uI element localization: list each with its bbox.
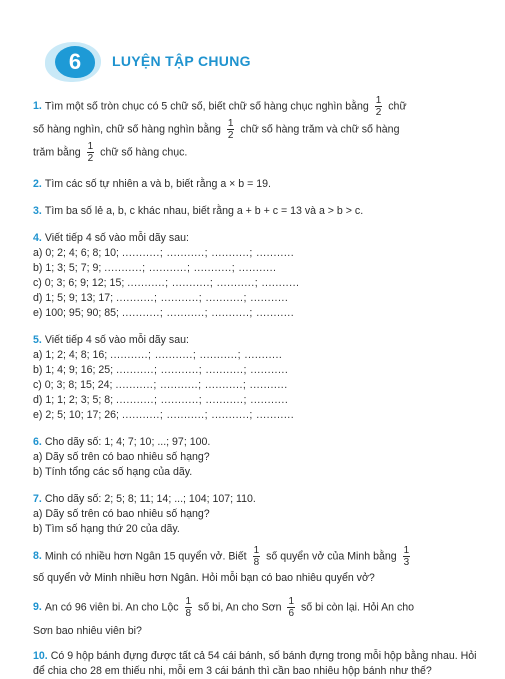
exercise-1: 1. Tìm một số tròn chục có 5 chữ số, biết chữ số hàng chục nghìn bằng $\frac{1}{2}$ chữ số hàng nghìn, chữ số hàng nghìn bằng $\frac{1}{2}$ chữ số hàng trăm và chữ số hàng trăm bằng $\frac{1}{2}$ chữ số hàng chục.	[33, 95, 407, 164]
blank: ...........; ...........; ...........; ...........	[121, 307, 295, 319]
exercise-2: 2. Tìm các số tự nhiên a và b, biết rằng a × b = 19.	[33, 178, 272, 190]
exercise-5: 5. Viết tiếp 4 số vào mỗi dãy sau: a) 1; 2; 4; 8; 16; ...........; ...........; ...........; ........... b) 1; 4; 9; 16; 25; ...........; ...........; ...........; ........... c) 0; 3; 8; 15; 24; ...........; ...........; ...........; ........... d) 1; 1; 2; 3; 5; 8; ...........; ...........; ...........; ........... e) 2; 5; 10; 17; 26; ...........; ...........; ...........; ...........	[33, 333, 478, 423]
section-header	[45, 42, 485, 84]
exercise-3: 3. Tìm ba số lẻ a, b, c khác nhau, biết rằng a + b + c = 13 và a > b > c.	[33, 205, 364, 217]
blank: ...........; ...........; ...........; ...........	[104, 262, 277, 274]
exercise-number: 6.	[33, 436, 42, 448]
fraction: $\frac{1}{6}$	[288, 596, 295, 619]
blank: ...........; ...........; ...........; ...........	[121, 247, 295, 259]
sub-question: b) Tính tổng các số hạng của dãy.	[33, 466, 193, 478]
sequence-row: c) 0; 3; 8; 15; 24; ...........; ...........; ...........; ...........	[33, 379, 288, 391]
exercise-10: 10. Có 9 hộp bánh đựng được tất cả 54 cái bánh, số bánh đựng trong mỗi hộp bằng nhau. Hỏi để chia cho 28 em thiếu nhi, mỗi em 3 cái bánh thì cần bao nhiêu hộp bánh như thế?	[33, 650, 477, 677]
sequence-row: e) 100; 95; 90; 85; ...........; ...........; ...........; ...........	[33, 307, 295, 319]
sub-question: b) Tìm số hạng thứ 20 của dãy.	[33, 523, 180, 535]
blank: ...........; ...........; ...........; ...........	[115, 379, 288, 391]
exercise-9: 9. An có 96 viên bi. An cho Lộc $\frac{1}{8}$ số bi, An cho Sơn $\frac{1}{6}$ số bi còn lại. Hỏi An cho Sơn bao nhiêu viên bi?	[33, 596, 415, 637]
blank: ...........; ...........; ...........; ...........	[116, 394, 289, 406]
exercise-number: 1.	[33, 100, 42, 113]
exercise-list	[33, 95, 478, 679]
sequence-row: a) 0; 2; 4; 6; 8; 10; ...........; ...........; ...........; ...........	[33, 247, 295, 259]
exercise-number: 4.	[33, 232, 42, 244]
sub-question: a) Dãy số trên có bao nhiêu số hạng?	[33, 508, 210, 520]
fraction: $\frac{1}{3}$	[403, 545, 410, 568]
exercise-number: 8.	[33, 550, 42, 563]
exercise-8: 8. Minh có nhiều hơn Ngân 15 quyển vở. Biết $\frac{1}{8}$ số quyển vở của Minh bằng $\frac{1}{3}$ số quyển vở Minh nhiều hơn Ngân. Hỏi mỗi bạn có bao nhiêu quyển vở?	[33, 545, 410, 584]
fraction: $\frac{1}{2}$	[375, 95, 382, 118]
sequence-row: c) 0; 3; 6; 9; 12; 15; ...........; ...........; ...........; ...........	[33, 277, 300, 289]
exercise-number: 5.	[33, 334, 42, 346]
fraction: $\frac{1}{2}$	[87, 141, 94, 164]
sequence-row: d) 1; 5; 9; 13; 17; ...........; ...........; ...........; ...........	[33, 292, 289, 304]
fraction: $\frac{1}{8}$	[253, 545, 260, 568]
exercise-number: 2.	[33, 178, 42, 190]
exercise-number: 10.	[33, 650, 48, 662]
blank: ...........; ...........; ...........; ...........	[121, 409, 295, 421]
exercise-7: 7. Cho dãy số: 2; 5; 8; 11; 14; ...; 104; 107; 110. a) Dãy số trên có bao nhiêu số hạng? b) Tìm số hạng thứ 20 của dãy.	[33, 492, 478, 537]
exercise-number: 9.	[33, 601, 42, 614]
exercise-4: 4. Viết tiếp 4 số vào mỗi dãy sau: a) 0; 2; 4; 6; 8; 10; ...........; ...........; ...........; ........... b) 1; 3; 5; 7; 9; ...........; ...........; ...........; ........... c) 0; 3; 6; 9; 12; 15; ...........; ...........; ...........; ........... d) 1; 5; 9; 13; 17; ...........; ...........; ...........; ........... e) 100; 95; 90; 85; ...........; ...........; ...........; ...........	[33, 231, 478, 321]
fraction: $\frac{1}{2}$	[227, 118, 234, 141]
sequence-row: d) 1; 1; 2; 3; 5; 8; ...........; ...........; ...........; ...........	[33, 394, 289, 406]
blank: ...........; ...........; ...........; ...........	[116, 364, 289, 376]
sequence-row: b) 1; 3; 5; 7; 9; ...........; ...........; ...........; ...........	[33, 262, 277, 274]
sub-question: a) Dãy số trên có bao nhiêu số hạng?	[33, 451, 210, 463]
sequence-row: a) 1; 2; 4; 8; 16; ...........; ...........; ...........; ...........	[33, 349, 283, 361]
blank: ...........; ...........; ...........; ...........	[110, 349, 283, 361]
section-badge	[45, 42, 101, 82]
section-title: LUYỆN TẬP CHUNG	[112, 53, 251, 69]
exercise-6: 6. Cho dãy số: 1; 4; 7; 10; ...; 97; 100. a) Dãy số trên có bao nhiêu số hạng? b) Tính tổng các số hạng của dãy.	[33, 435, 478, 480]
sequence-row: e) 2; 5; 10; 17; 26; ...........; ...........; ...........; ...........	[33, 409, 295, 421]
section-number: 6	[55, 46, 95, 78]
sequence-row: b) 1; 4; 9; 16; 25; ...........; ...........; ...........; ...........	[33, 364, 289, 376]
exercise-number: 3.	[33, 205, 42, 217]
blank: ...........; ...........; ...........; ...........	[127, 277, 300, 289]
fraction: $\frac{1}{8}$	[185, 596, 192, 619]
blank: ...........; ...........; ...........; ...........	[116, 292, 289, 304]
exercise-number: 7.	[33, 493, 42, 505]
